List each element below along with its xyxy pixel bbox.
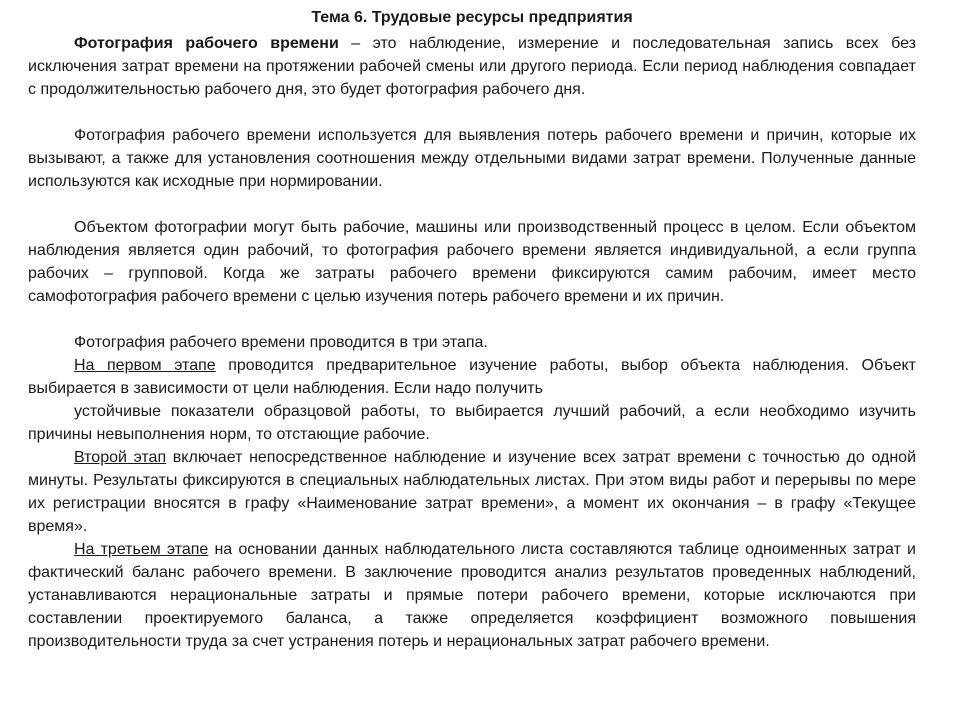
slide-content: [28, 8, 916, 653]
stage-3-text: на основании данных наблюдательного листа составляются таблице одноименных затрат и фактический баланс рабочего времени. В заключение проводится анализ результатов проведенных наблюдений, устанавливаются нерациональные затраты и прямые потери рабочего времени, которые исключаются при составлении проектируемого баланса, а также определяется коэффициент возможного повышения производительности труда за счет устранения потерь и нерациональных затрат рабочего времени.: [28, 541, 916, 650]
definition-text: – это наблюдение, измерение и последовательная запись всех без исключения затрат времени на протяжении рабочей смены или другого периода. Если период наблюдения совпадает с продолжительностью рабочего дня, это будет фотография рабочего дня.: [28, 35, 916, 98]
paragraph-purpose: Фотография рабочего времени используется для выявления потерь рабочего времени и причин, которые их вызывают, а также для установления соотношения между отдельными видами затрат времени. Полученные данные используются как исходные при нормировании.: [28, 127, 916, 190]
paragraph-definition: [28, 32, 916, 101]
paragraph-stages-intro: Фотография рабочего времени проводится в три этапа.: [74, 334, 488, 351]
stage-2-text: включает непосредственное наблюдение и изучение всех затрат времени с точностью до одной минуты. Результаты фиксируются в специальных наблюдательных листах. При этом виды работ и перерывы по мере их регистрации вносятся в графу «Наименование затрат времени», а момент их окончания – в графу «Текущее время».: [28, 449, 917, 535]
stage-1-label: На первом этапе: [74, 357, 216, 374]
stage-3-label: На третьем этапе: [74, 541, 209, 558]
stage-1-text: проводится предварительное изучение работы, выбор объекта наблюдения. Объект выбирается в зависимости от цели наблюдения. Если надо получить: [28, 357, 916, 397]
paragraph-stage-2: [28, 446, 916, 538]
paragraph-stage-3: [28, 538, 916, 653]
term-photo-work-time: Фотография рабочего времени: [74, 35, 339, 52]
paragraph-objects: Объектом фотографии могут быть рабочие, машины или производственный процесс в целом. Если объектом наблюдения является один рабочий, то фотография рабочего времени является индивидуальной, а если группа рабочих – групповой. Когда же затраты рабочего времени фиксируются самим рабочим, имеет место самофотография рабочего времени с целью изучения потерь рабочего времени и их причин.: [28, 219, 916, 305]
page-title: Тема 6. Трудовые ресурсы предприятия: [311, 9, 633, 26]
stage-2-label: Второй этап: [74, 449, 167, 466]
paragraph-stage-1-continued: устойчивые показатели образцовой работы, то выбирается лучший рабочий, а если необходимо изучить причины невыполнения норм, то отстающие рабочие.: [28, 403, 916, 443]
paragraph-stage-1: [28, 354, 916, 400]
